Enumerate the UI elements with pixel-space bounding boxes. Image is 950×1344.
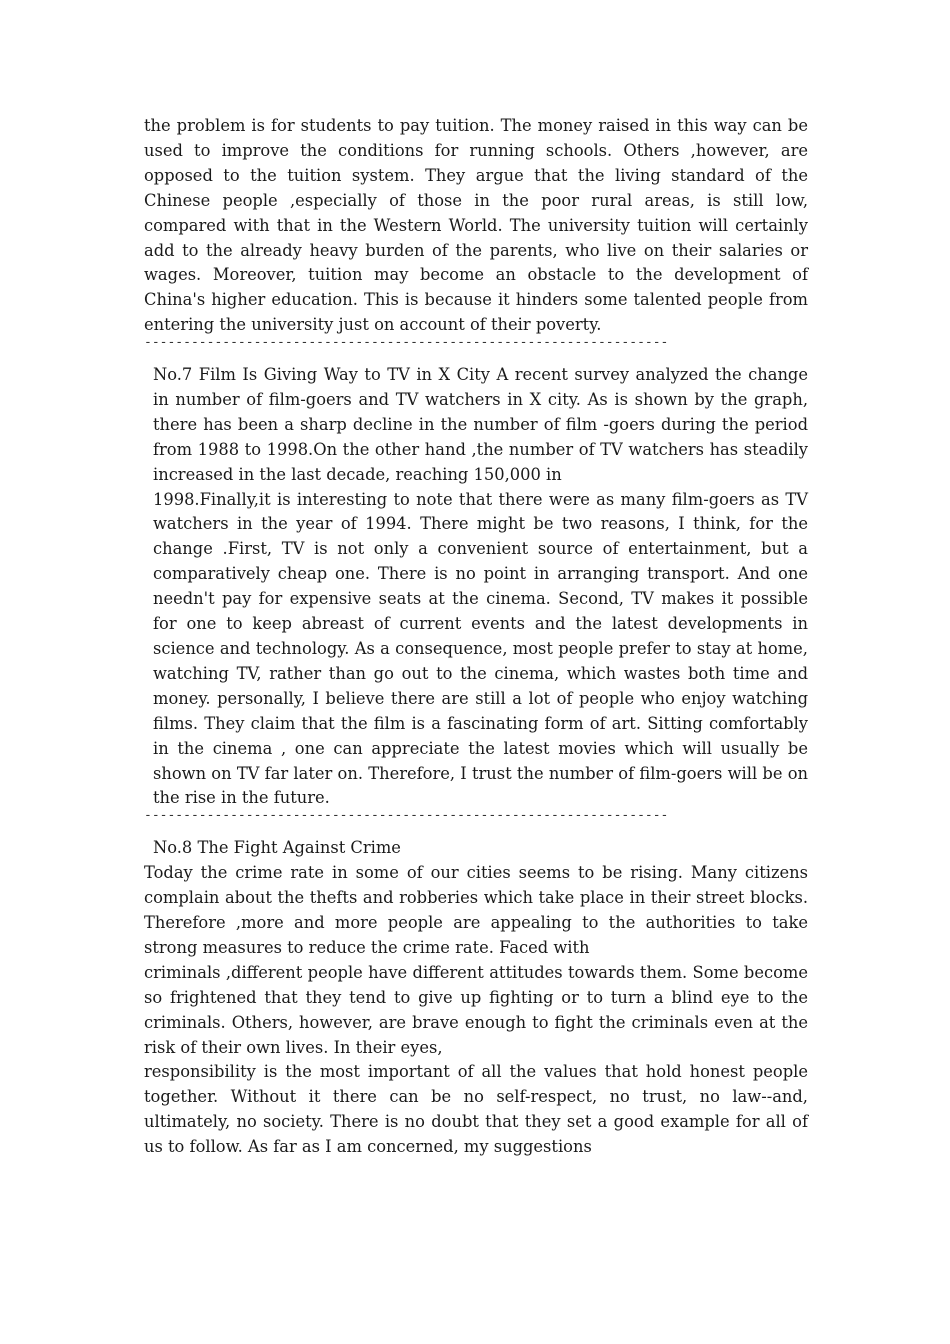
section-divider: ------------------------------------------------------------------- bbox=[144, 811, 669, 824]
paragraph-film-vs-tv: No.7 Film Is Giving Way to TV in X City A recent survey analyzed the change in number of film-goers and TV watchers in X city. As is shown by the graph, there has been a sharp decline in the number of film -goers during the period from 1988 to 1998.On the other hand ,the number of TV watchers has steadily increased in the last decade, reaching 150,000 in 1998.Finally,it is interesting to note that there were as many film-goers as TV watchers in the year of 1994. There might be two reasons, I think, for the change .First, TV is not only a convenient source of entertainment, but a comparatively cheap one. There is no point in arranging transport. And one needn't pay for expensive seats at the cinema. Second, TV makes it possible for one to keep abreast of current events and the latest developments in science and technology. As a consequence, most people prefer to stay at home, watching TV, rather than go out to the cinema, which wastes both time and money. personally, I believe there are still a lot of people who enjoy watching films. They claim that the film is a fascinating form of art. Sitting comfortably in the cinema , one can appreciate the latest movies which will usually be shown on TV far later on. Therefore, I trust the number of film-goers will be on the rise in the future. bbox=[153, 365, 808, 808]
document-page bbox=[144, 114, 808, 1160]
section-divider: ------------------------------------------------------------------- bbox=[144, 338, 669, 351]
paragraph-tuition: the problem is for students to pay tuition. The money raised in this way can be used to improve the conditions for running schools. Others ,however, are opposed to the tuition system. They argue that the living standard of the Chinese people ,especially of those in the poor rural areas, is still low, compared with that in the Western World. The university tuition will certainly add to the already heavy burden of the parents, who live on their salaries or wages. Moreover, tuition may become an obstacle to the development of China's higher education. This is because it hinders some talented people from entering the university just on account of their poverty. bbox=[144, 116, 808, 335]
paragraph-crime: Today the crime rate in some of our cities seems to be rising. Many citizens complain about the thefts and robberies which take place in their street blocks. Therefore ,more and more people are appealing to the authorities to take strong measures to reduce the crime rate. Faced with criminals ,different people have different attitudes towards them. Some become so frightened that they tend to give up fighting or to turn a blind eye to the criminals. Others, however, are brave enough to fight the criminals even at the risk of their own lives. In their eyes, responsibility is the most important of all the values that hold honest people together. Without it there can be no self-respect, no trust, no law--and, ultimately, no society. There is no doubt that they set a good example for all of us to follow. As far as I am concerned, my suggestions bbox=[144, 863, 808, 1157]
heading-fight-against-crime: No.8 The Fight Against Crime bbox=[153, 838, 401, 858]
